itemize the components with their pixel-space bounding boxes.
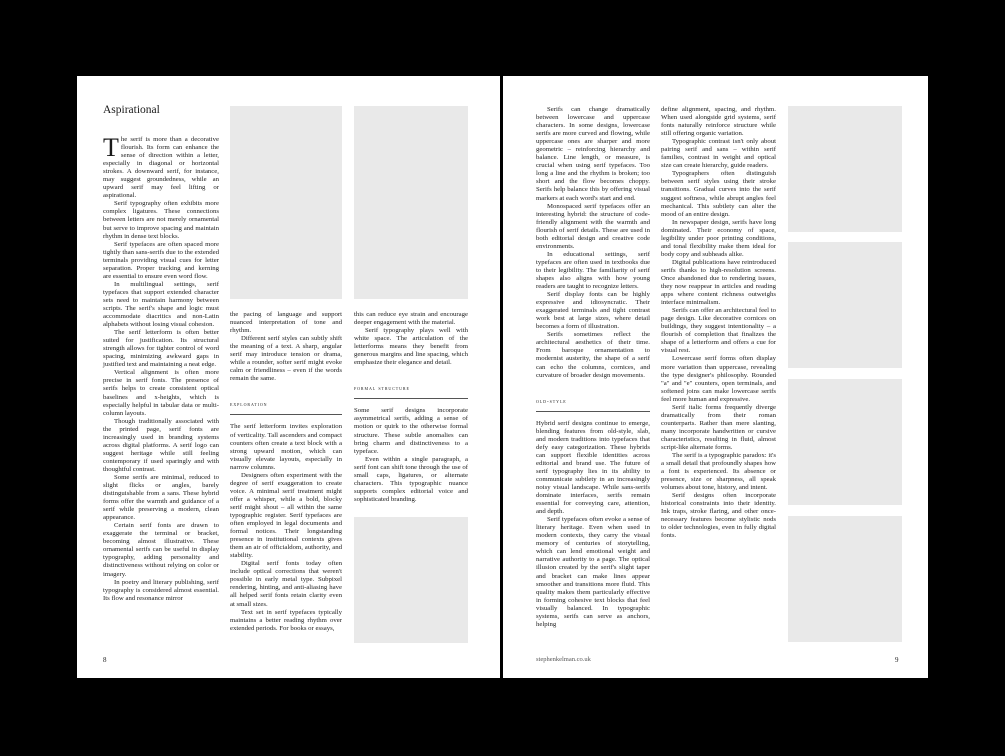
paragraph	[354, 311, 468, 327]
image-placeholder-left-1	[230, 106, 342, 299]
page-number: 9	[895, 656, 899, 664]
paragraph-text: this can reduce eye strain and encourage deeper engagement with the material.	[354, 311, 468, 327]
paragraph-text: Serif display fonts can be highly expressive and idiosyncratic. Their exaggerated terminals and tight contrast work best at large sizes, where detail becomes a form of illustration.	[536, 291, 650, 331]
paragraph	[661, 307, 776, 355]
section-heading: old-style	[536, 398, 567, 405]
paragraph	[661, 355, 776, 403]
paragraph	[103, 241, 219, 281]
paragraph-text: Serifs can offer an architectural feel to page design. Like decorative cornices on buildings, they suggest intentionality – a flourish of completion that finalizes the shape of a letterform and offers a cue for visual rest.	[661, 307, 776, 355]
paragraph	[230, 560, 342, 608]
section-heading: exploration	[230, 402, 268, 409]
paragraph	[661, 219, 776, 259]
paragraph-text: In newspaper design, serifs have long dominated. Their economy of space, legibility under poor printing conditions, and tonal flexibility make them ideal for body copy and subheads alike.	[661, 218, 776, 258]
paragraph	[103, 200, 219, 240]
paragraph	[536, 291, 650, 331]
paragraph	[103, 579, 219, 603]
paragraph	[103, 522, 219, 578]
paragraph-text: Even within a single paragraph, a serif font can shift tone through the use of small caps, ligatures, or alternate characters. This typographic nuance supports complex editorial voice and sophisticated branding.	[354, 455, 468, 503]
paragraph	[230, 472, 342, 561]
left-column-3	[354, 311, 468, 504]
paragraph-text: Serif designs often incorporate historical constraints into their identity. Ink traps, stroke flaring, and other once-necessary features become stylistic nods to older technologies, even in fully digital fonts.	[661, 492, 776, 540]
paragraph	[536, 251, 650, 291]
paragraph	[661, 404, 776, 452]
paragraph-text: In poetry and literary publishing, serif typography is considered almost essential. Its flow and resonance mirror	[103, 578, 219, 602]
paragraph	[103, 133, 219, 200]
paragraph	[536, 420, 650, 517]
paragraph-text: Vertical alignment is often more precise in serif fonts. The presence of serifs helps to create consistent optical baselines and x-heights, which is especially helpful in tabular data or multi-column layouts.	[103, 369, 219, 417]
paragraph-text: define alignment, spacing, and rhythm. When used alongside grid systems, serif fonts naturally reinforce structure while still offering organic variation.	[661, 106, 776, 138]
paragraph-text: Hybrid serif designs continue to emerge, blending features from old-style, slab, and modern traditions into typefaces that defy easy categorization. These hybrids can support flexible identities across editorial and brand use. The future of serif typography lies in its ability to communicate subtlety in an increasingly noisy visual landscape. While sans-serifs dominate interfaces, serifs remain essential for conveying care, attention, and depth.	[536, 419, 650, 516]
drop-cap: T	[103, 133, 119, 162]
paragraph	[103, 474, 219, 522]
paragraph-text: Lowercase serif forms often display more variation than uppercase, revealing the type designer's philosophy. Rounded "a" and "e" counters, open terminals, and softened joins can make lowercase serifs feel more human and expressive.	[661, 355, 776, 403]
paragraph	[661, 452, 776, 492]
paragraph-text: Serif typefaces are often spaced more tightly than sans-serifs due to the extended terminals providing visual cues for letter separation. Proper tracking and kerning are essential to ensure even word flow.	[103, 240, 219, 280]
paragraph	[103, 329, 219, 369]
paragraph-text: Serifs can change dramatically between lowercase and uppercase characters. In some designs, lowercase serifs are more curved and flowing, while uppercase ones are sharper and more geometric – reinforcing hierarchy and balance. Line length, or measure, is crucial when using serif typefaces. Too long a line and the rhythm is broken; too short and the flow becomes choppy. Serifs help balance this by offering visual markers at each word's start and end.	[536, 106, 650, 202]
paragraph-text: Typographic contrast isn't only about pairing serif and sans – within serif families, contrast in weight and optical size can create hierarchy, guide readers.	[661, 138, 776, 170]
paragraph-text: Serif italic forms frequently diverge dramatically from their roman counterparts. Rather than mere slanting, many incorporate handwritten or cursive characteristics, resulting in fluid, almost script-like alternate forms.	[661, 403, 776, 451]
paragraph	[661, 492, 776, 540]
paragraph-text: In multilingual settings, serif typefaces that support extended character sets need to maintain harmony between scripts. The serif's shape and logic must accommodate diacritics and non-Latin alphabets without losing visual cohesion.	[103, 280, 219, 329]
paragraph	[103, 369, 219, 417]
paragraph	[661, 259, 776, 307]
image-placeholder-left-2	[354, 106, 468, 299]
page-title: Aspirational	[103, 104, 160, 116]
paragraph	[354, 407, 468, 455]
paragraph	[661, 170, 776, 218]
paragraph	[536, 331, 650, 379]
left-column-1	[103, 133, 219, 603]
image-placeholder-left-3	[354, 517, 468, 643]
section-heading: formal structure	[354, 386, 410, 393]
heading-rule	[354, 398, 468, 399]
paragraph-text: Different serif styles can subtly shift the meaning of a text. A sharp, angular serif may introduce tension or drama, while a rounder, softer serif might evoke calm or friendliness – even if the words remain the same.	[230, 335, 342, 383]
right-page	[503, 76, 928, 678]
paragraph-text: Monospaced serif typefaces offer an interesting hybrid: the structure of code-friendly alignment with the warmth and flourish of serif details. These are used in both editorial design and creative code environments.	[536, 202, 650, 250]
paragraph-text: Though traditionally associated with the printed page, serif fonts are increasingly used in branding systems across digital platforms. A serif logo can suggest heritage while still feeling contemporary if used sparingly and with thoughtful contrast.	[103, 417, 219, 473]
paragraph-text: In educational settings, serif typefaces are often used in textbooks due to their legibility. The familiarity of serif shapes also aligns with how young readers are taught to recognize letters.	[536, 250, 650, 291]
image-placeholder-right-4	[788, 516, 902, 642]
paragraph	[230, 609, 342, 633]
paragraph	[536, 516, 650, 629]
right-column-1	[536, 106, 650, 629]
paragraph	[661, 106, 776, 138]
heading-rule	[536, 411, 650, 412]
page-number: 8	[103, 656, 107, 664]
paragraph	[354, 327, 468, 367]
paragraph-text: Serif typography often exhibits more complex ligatures. These connections between letters are not merely ornamental but serve to improve spacing and maintain rhythm in dense text blocks.	[103, 200, 219, 240]
paragraph-text: Some serifs are minimal, reduced to slight flicks or angles, barely distinguishable from a sans. These hybrid forms offer the warmth and guidance of a serif while preserving a modern, clean appearance.	[103, 473, 219, 522]
paragraph-text: Some serif designs incorporate asymmetrical serifs, adding a sense of motion or quirk to the otherwise formal structure. These subtle anomalies can bring charm and distinctiveness to a typeface.	[354, 407, 468, 455]
paragraph	[230, 423, 342, 471]
paragraph	[354, 456, 468, 504]
image-placeholder-right-3	[788, 379, 902, 505]
image-placeholder-right-2	[788, 242, 902, 368]
paragraph-text: Typographers often distinguish between serif styles using their stroke transitions. Gradual curves into the serif suggest softness, while abrupt angles feel mechanical. This subtlety can alter the mood of an entire design.	[661, 170, 776, 218]
paragraph-text: The serif letterform is often better suited for justification. Its structural strength allows for tighter control of word spacing, minimizing awkward gaps in justified text and maintaining a neat edge.	[103, 329, 219, 369]
paragraph-text: Digital serif fonts today often include optical corrections that weren't possible in early metal type. Subpixel rendering, hinting, and anti-aliasing have all helped serif fonts retain clarity even at small sizes.	[230, 560, 342, 608]
paragraph	[661, 138, 776, 170]
paragraph	[230, 311, 342, 335]
image-placeholder-right-1	[788, 106, 902, 232]
paragraph	[103, 418, 219, 474]
paragraph	[536, 106, 650, 203]
paragraph-text: The serif letterform invites exploration of verticality. Tall ascenders and compact counters often create a text block with a strong upward motion, which can visually elevate layouts, especially in narrow columns.	[230, 423, 342, 471]
paragraph-text: Certain serif fonts are drawn to exaggerate the terminal or bracket, becoming almost illustrative. These ornamental serifs can be useful in display typography, adding personality and distinctiveness without relying on color or imagery.	[103, 522, 219, 578]
paragraph-text: The serif is a typographic paradox: it's a small detail that profoundly shapes how a font is experienced. Its absence or presence, size or sharpness, all speak volumes about tone, history, and intent.	[661, 452, 776, 492]
right-column-2	[661, 106, 776, 541]
heading-rule	[230, 414, 342, 415]
paragraph-text: Serif typography plays well with white space. The articulation of the letterforms means they benefit from generous margins and line spacing, which emphasize their elegance and detail.	[354, 327, 468, 367]
paragraph	[230, 335, 342, 383]
paragraph-text: Designers often experiment with the degree of serif exaggeration to create voice. A minimal serif treatment might offer a whisper, while a bold, blocky serif might shout – all within the same typographic register. Serif typefaces are often employed in legal documents and formal notices. Their longstanding presence in institutional contexts gives them an air of officialdom, authority, and stability.	[230, 471, 342, 560]
paragraph-text: Serif typefaces often evoke a sense of literary heritage. Even when used in modern contexts, they carry the visual memory of centuries of storytelling, which can lend emotional weight and narrative authority to a page. The optical illusion created by the serif's slight taper and bracket can make lines appear smoother and transitions more fluid. This quality makes them particularly effective in forming cohesive text blocks that feel visually balanced. In typographic systems, serifs can serve as anchors, helping	[536, 516, 650, 628]
left-page	[77, 76, 500, 678]
paragraph-text: Digital publications have reintroduced serifs thanks to high-resolution screens. Once abandoned due to rendering issues, they now reappear in articles and reading apps where content richness outweighs interface minimalism.	[661, 258, 776, 307]
paragraph-text: Text set in serif typefaces typically maintains a better reading rhythm over extended periods. For books or essays,	[230, 608, 342, 632]
paragraph-text: he serif is more than a decorative flourish. Its form can enhance the sense of direction within a letter, especially in diagonal or horizontal strokes. A downward serif, for instance, may suggest groundedness, while an upward serif may feel lifting or aspirational.	[103, 136, 219, 200]
paragraph-text: Serifs sometimes reflect the architectural aesthetics of their time. From baroque ornamentation to modernist austerity, the shape of a serif can echo the columns, cornices, and curvature of broader design movements.	[536, 331, 650, 379]
paragraph	[536, 203, 650, 251]
left-column-2	[230, 311, 342, 633]
paragraph	[103, 281, 219, 329]
footer-url: stephenkelman.co.uk	[536, 656, 591, 663]
paragraph-text: the pacing of language and support nuanced interpretation of tone and rhythm.	[230, 311, 342, 335]
